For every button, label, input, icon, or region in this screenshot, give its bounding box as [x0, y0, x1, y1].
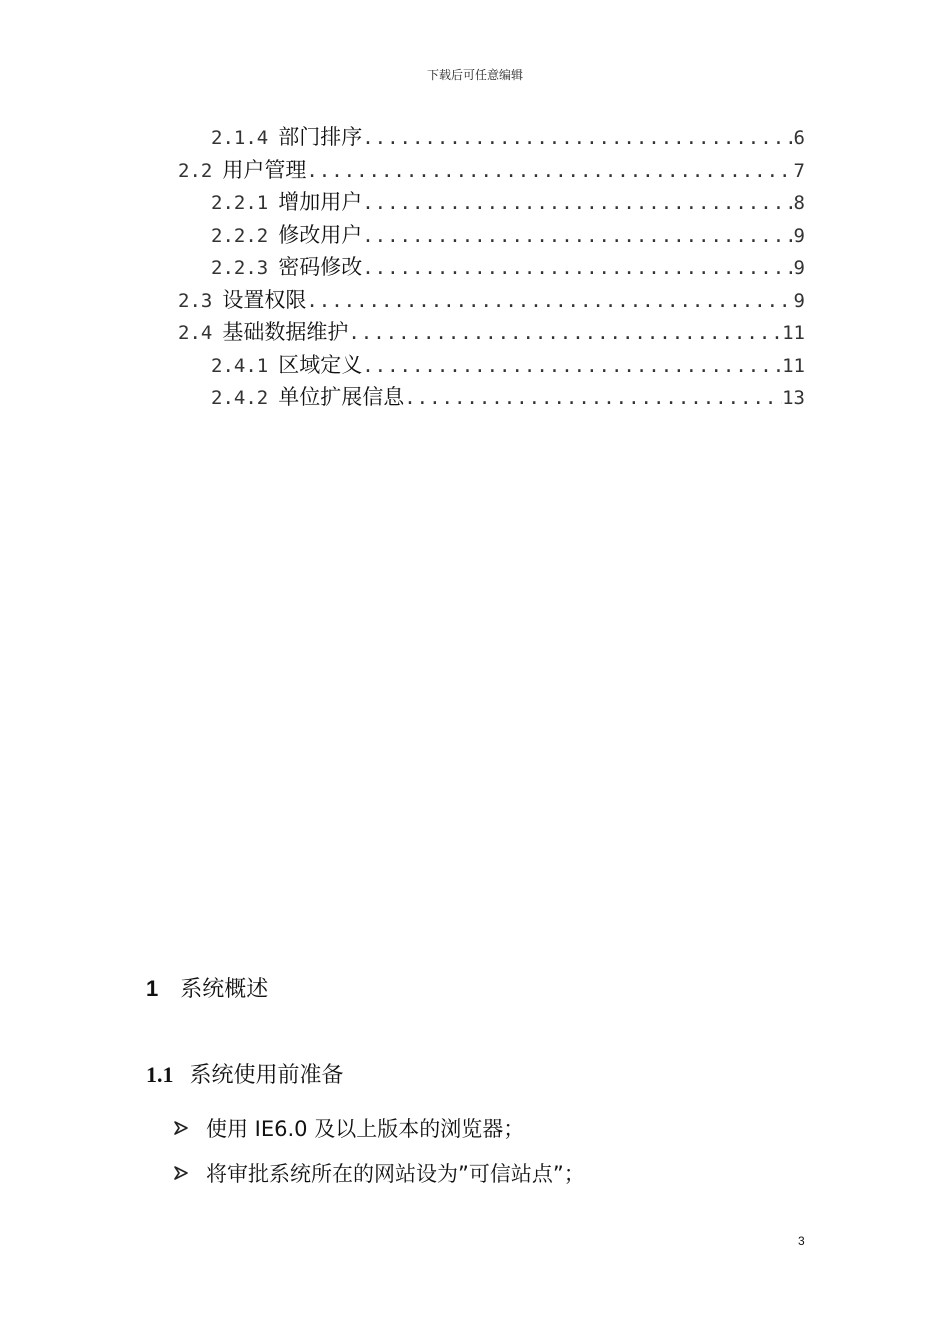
bullet-text: 将审批系统所在的网站设为”可信站点”；: [206, 1162, 585, 1186]
section-heading-1: [146, 972, 268, 1003]
subsection-title: 系统使用前准备: [189, 1063, 344, 1088]
toc-entry-number: 2.3: [178, 289, 213, 312]
toc-entry-page: 9: [793, 257, 805, 279]
toc-entry-page: 11: [782, 322, 805, 344]
toc-entry[interactable]: [211, 251, 805, 283]
toc-entry[interactable]: [211, 219, 805, 251]
toc-entry-title: 单位扩展信息: [278, 385, 405, 409]
toc-entry-title: 基础数据维护: [222, 320, 349, 344]
toc-leader-dots: [404, 382, 782, 414]
toc-entry-title: 用户管理: [222, 157, 307, 182]
page-header: 下载后可任意编辑: [426, 68, 523, 82]
toc-entry-title: 区域定义: [278, 352, 363, 377]
toc-entry[interactable]: [211, 121, 805, 153]
toc-leader-dots: [362, 252, 793, 284]
toc-entry-number: 2.4: [178, 322, 213, 344]
toc-entry-number: 2.2.1: [211, 192, 269, 214]
toc-entry-title: 设置权限: [222, 287, 307, 312]
toc-leader-dots: [306, 155, 793, 187]
toc-entry-number: 2.4.1: [211, 354, 269, 377]
toc-entry-number: 2.2.3: [211, 257, 269, 279]
arrow-bullet-icon: [172, 1164, 190, 1182]
subsection-number: 1.1: [146, 1062, 174, 1087]
toc-entry-number: 2.2: [178, 159, 213, 182]
section-heading-1-1: [146, 1058, 344, 1089]
toc-leader-dots: [306, 285, 793, 317]
toc-entry-page: 7: [793, 159, 805, 182]
bullet-text: 使用 IE6.0 及以上版本的浏览器；: [206, 1117, 525, 1141]
page-number: 3: [798, 1234, 805, 1248]
toc-entry[interactable]: [178, 284, 805, 316]
toc-entry-page: 6: [793, 127, 805, 149]
toc-entry-title: 增加用户: [278, 190, 363, 214]
section-number: 1: [146, 976, 159, 1001]
toc-entry-number: 2.4.2: [211, 387, 269, 409]
arrow-bullet-icon: [172, 1119, 190, 1137]
toc-leader-dots: [362, 122, 793, 154]
toc-entry-number: 2.2.2: [211, 224, 269, 247]
bullet-item: [172, 1158, 585, 1188]
toc-entry-page: 11: [782, 354, 805, 377]
section-title: 系统概述: [180, 977, 269, 1002]
toc-entry[interactable]: [211, 186, 805, 218]
toc-leader-dots: [362, 220, 793, 252]
toc-entry-title: 部门排序: [278, 125, 363, 149]
toc-entry-title: 修改用户: [278, 222, 363, 247]
toc-entry-page: 9: [793, 224, 805, 247]
toc-leader-dots: [362, 350, 782, 382]
toc-entry-page: 9: [793, 289, 805, 312]
toc-entry[interactable]: [211, 349, 805, 381]
toc-entry[interactable]: [178, 316, 805, 348]
toc-entry[interactable]: [178, 154, 805, 186]
toc-entry[interactable]: [211, 381, 805, 413]
toc-entry-title: 密码修改: [278, 255, 363, 279]
toc-entry-number: 2.1.4: [211, 127, 269, 149]
toc-leader-dots: [348, 317, 782, 349]
toc-entry-page: 8: [793, 192, 805, 214]
toc-leader-dots: [362, 187, 793, 219]
bullet-item: [172, 1113, 524, 1143]
toc-entry-page: 13: [782, 387, 805, 409]
